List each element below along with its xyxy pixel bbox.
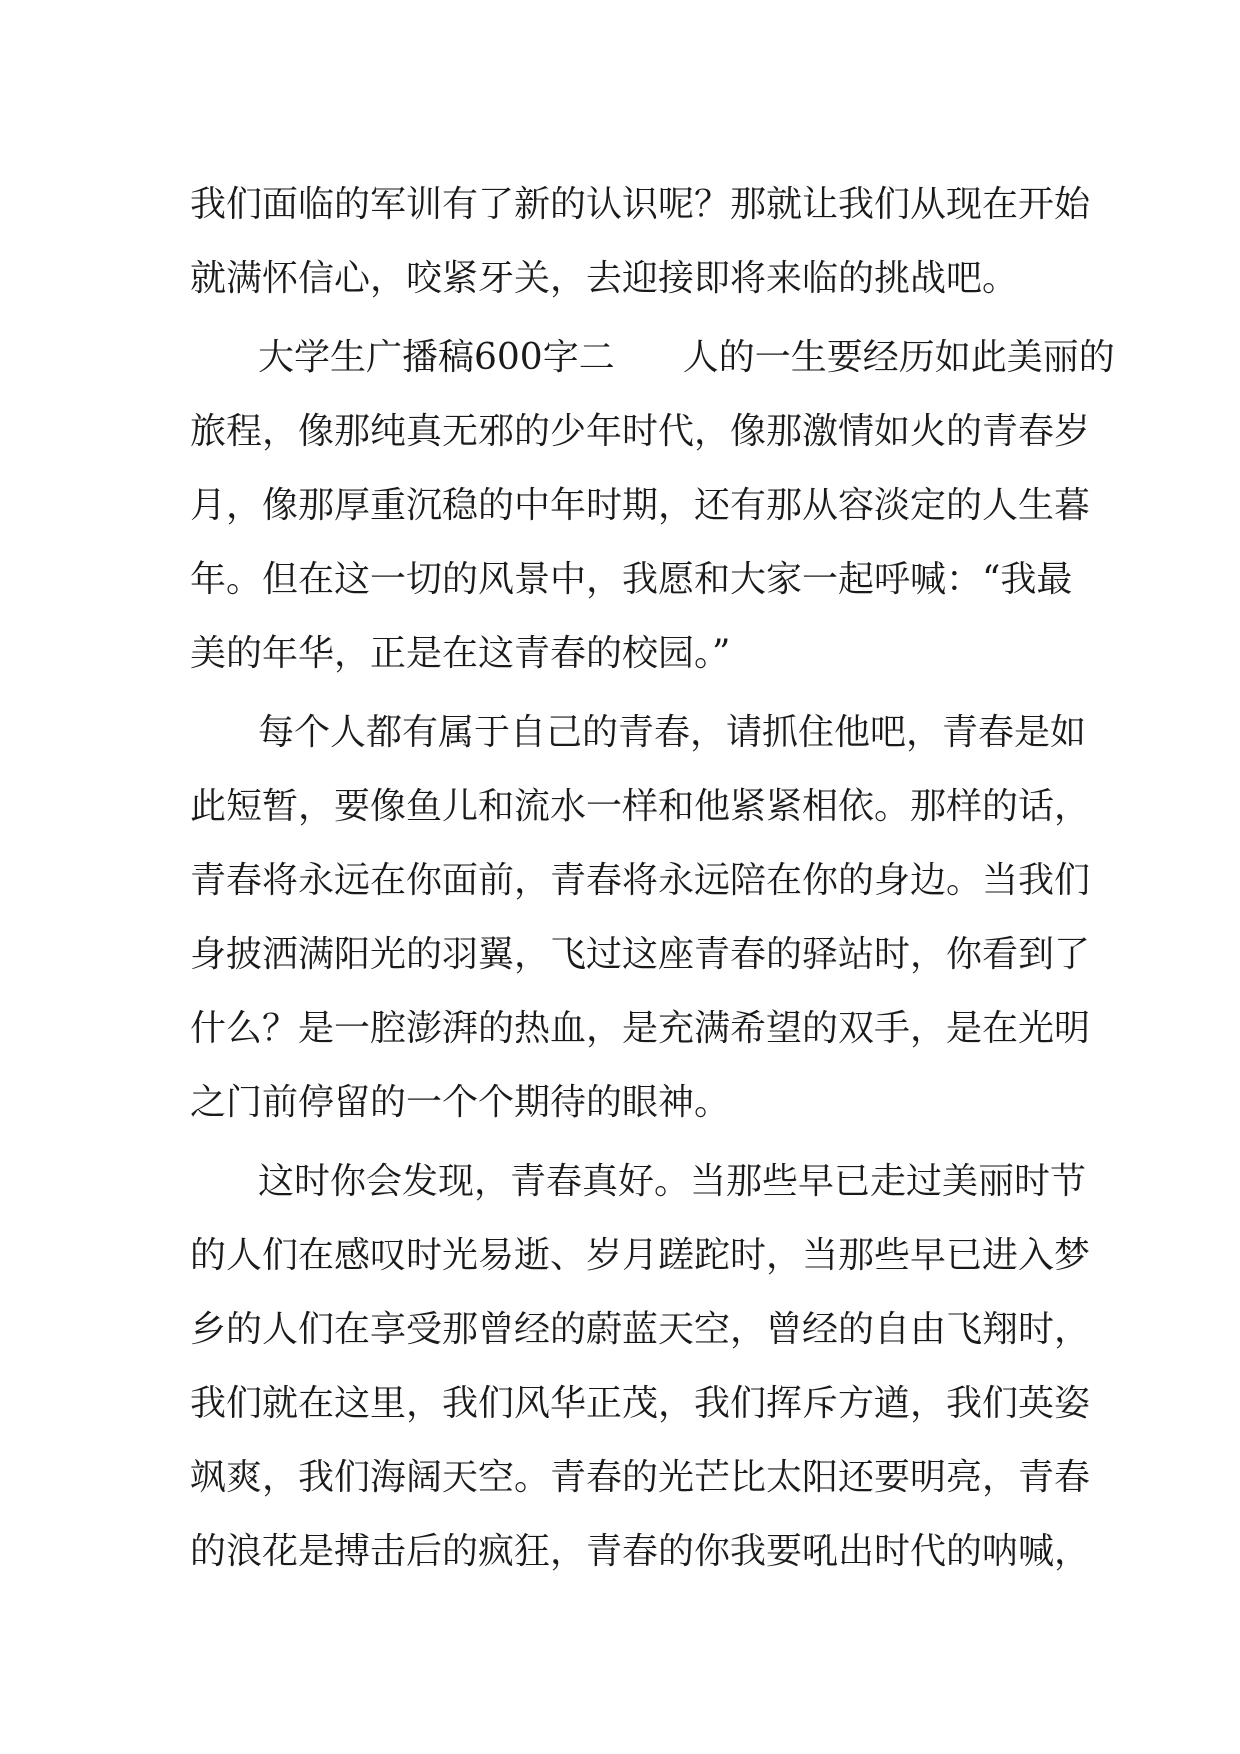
text-line: 就满怀信心，咬紧牙关，去迎接即将来临的挑战吧。: [190, 258, 1019, 299]
text-line: 旅程，像那纯真无邪的少年时代，像那激情如火的青春岁: [190, 411, 1091, 452]
text-line: 我们就在这里，我们风华正茂，我们挥斥方遒，我们英姿: [190, 1383, 1091, 1424]
paragraph-1: [190, 168, 1091, 316]
text-line: 美的年华，正是在这青春的校园。”: [190, 633, 731, 674]
text-line: 月，像那厚重沉稳的中年时期，还有那从容淡定的人生暮: [190, 485, 1091, 526]
text-line: 的浪花是搏击后的疯狂，青春的你我要吼出时代的呐喊，: [190, 1531, 1091, 1572]
text-line: 的人们在感叹时光易逝、岁月蹉跎时，当那些早已进入梦: [190, 1235, 1091, 1276]
text-line: 此短暂，要像鱼儿和流水一样和他紧紧相依。那样的话，: [190, 786, 1091, 827]
text-line: 年。但在这一切的风景中，我愿和大家一起呼喊：“我最: [190, 559, 1073, 600]
body-text: [190, 168, 1115, 1589]
text-line: 青春将永远在你面前，青春将永远陪在你的身边。当我们: [190, 860, 1091, 901]
text-line: 这时你会发现，青春真好。当那些早已走过美丽时节: [258, 1161, 1087, 1202]
section-heading: 大学生广播稿600字二: [258, 337, 615, 378]
text-line: 身披洒满阳光的羽翼，飞过这座青春的驿站时，你看到了: [190, 934, 1091, 975]
text-line: 之门前停留的一个个期待的眼神。: [190, 1082, 731, 1123]
paragraph-2: [190, 321, 1115, 691]
paragraph-4: [190, 1145, 1091, 1589]
text-line: 我们面临的军训有了新的认识呢？那就让我们从现在开始: [190, 184, 1091, 225]
text-line: 乡的人们在享受那曾经的蔚蓝天空，曾经的自由飞翔时，: [190, 1309, 1091, 1350]
text-span: 人的一生要经历如此美丽的: [682, 337, 1115, 378]
text-line: 每个人都有属于自己的青春，请抓住他吧，青春是如: [258, 712, 1087, 753]
paragraph-3: [190, 696, 1091, 1140]
text-line: 飒爽，我们海阔天空。青春的光芒比太阳还要明亮，青春: [190, 1457, 1091, 1498]
text-line: 什么？是一腔澎湃的热血，是充满希望的双手，是在光明: [190, 1008, 1091, 1049]
text-line: [190, 321, 1115, 395]
